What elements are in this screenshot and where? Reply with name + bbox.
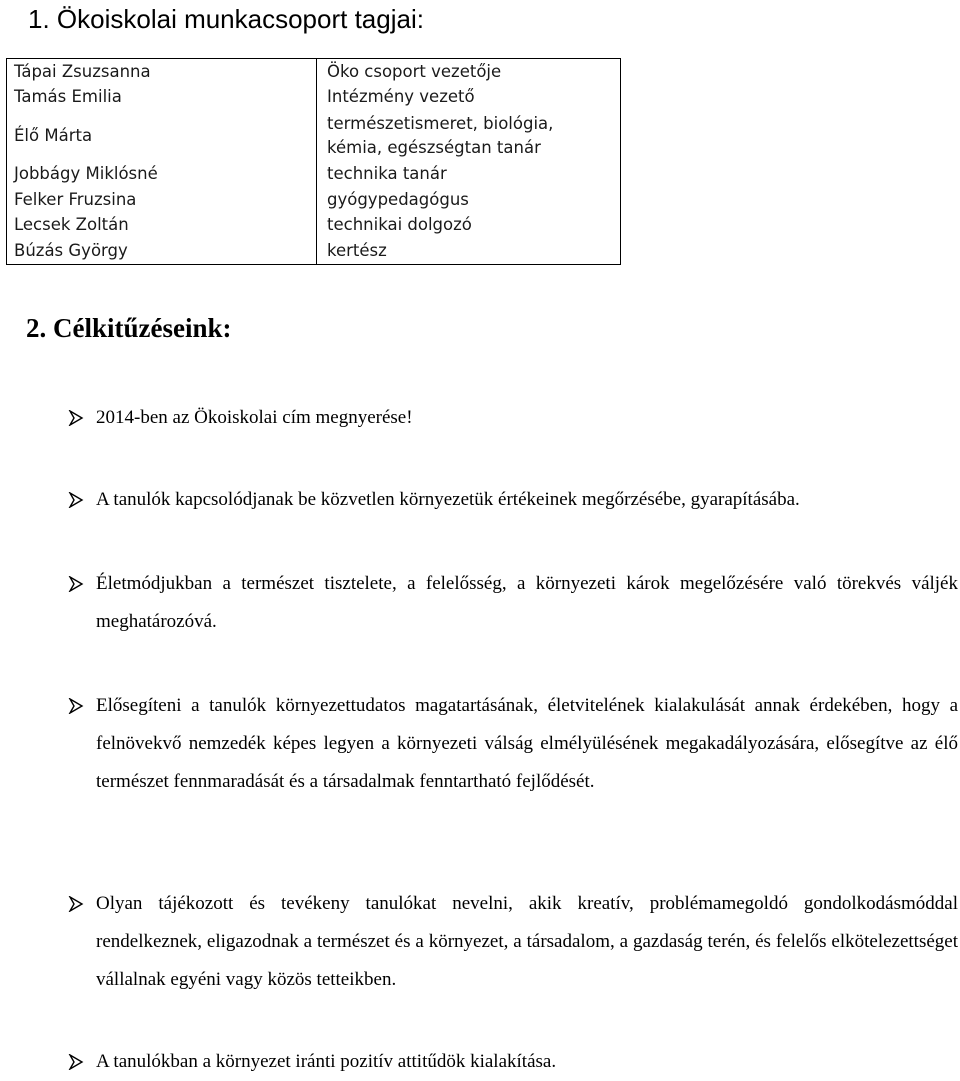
goal-text: A tanulókban a környezet iránti pozitív attitűdök kialakítása. (96, 1051, 557, 1072)
member-role-line: természetismeret, biológia, (327, 113, 554, 133)
member-role: technika tanár (317, 161, 621, 187)
table-row (7, 59, 621, 85)
member-role-line: kémia, egészségtan tanár (327, 137, 541, 157)
table-row (7, 187, 621, 213)
member-role: kertész (317, 238, 621, 264)
goal-item (96, 481, 958, 519)
member-role: technikai dolgozó (317, 213, 621, 239)
section-2-heading: 2. Célkitűzéseink: (26, 313, 232, 343)
member-name: Búzás György (7, 238, 317, 264)
section-1-heading: 1. Ökoiskolai munkacsoport tagjai: (28, 4, 424, 34)
goal-item (96, 1043, 958, 1081)
arrowhead-bullet-icon (68, 565, 86, 603)
members-table (6, 58, 621, 265)
member-role (317, 110, 621, 161)
goal-item (96, 565, 958, 641)
goal-text: Elősegíteni a tanulók környezettudatos magatartásának, életvitelének kialakulását annak érdekében, hogy a felnövekvő nemzedék képes legyen a környezeti válság elmélyülésének megakadályozására, elősegítve az élő természet fennmaradását és a társadalmak fenntartható fejlődését. (96, 695, 958, 792)
arrowhead-bullet-icon (68, 687, 86, 725)
member-name: Jobbágy Miklósné (7, 161, 317, 187)
table-row (7, 213, 621, 239)
table-row (7, 85, 621, 111)
member-role: Öko csoport vezetője (317, 59, 621, 85)
member-name: Tamás Emilia (7, 85, 317, 111)
goal-text: Életmódjukban a természet tisztelete, a felelősség, a környezeti károk megelőzésére való törekvés váljék meghatározóvá. (96, 573, 958, 632)
member-name: Felker Fruzsina (7, 187, 317, 213)
table-row (7, 238, 621, 264)
member-name: Tápai Zsuzsanna (7, 59, 317, 85)
table-row (7, 161, 621, 187)
goal-item (96, 687, 958, 801)
table-row (7, 110, 621, 161)
goal-text: A tanulók kapcsolódjanak be közvetlen környezetük értékeinek megőrzésébe, gyarapításába. (96, 489, 800, 510)
goal-item (96, 885, 958, 999)
arrowhead-bullet-icon (68, 399, 86, 437)
arrowhead-bullet-icon (68, 1043, 86, 1081)
goal-text: 2014-ben az Ökoiskolai cím megnyerése! (96, 407, 413, 428)
member-role: Intézmény vezető (317, 85, 621, 111)
goal-item (96, 399, 958, 437)
arrowhead-bullet-icon (68, 885, 86, 923)
arrowhead-bullet-icon (68, 481, 86, 519)
goal-text: Olyan tájékozott és tevékeny tanulókat nevelni, akik kreatív, problémamegoldó gondolkodásmóddal rendelkeznek, eligazodnak a természet és a környezet, a társadalom, a gazdaság terén, és felelős elkötelezettséget vállalnak egyéni vagy közös tetteikben. (96, 893, 958, 990)
member-role: gyógypedagógus (317, 187, 621, 213)
member-name: Élő Márta (7, 110, 317, 161)
member-name: Lecsek Zoltán (7, 213, 317, 239)
